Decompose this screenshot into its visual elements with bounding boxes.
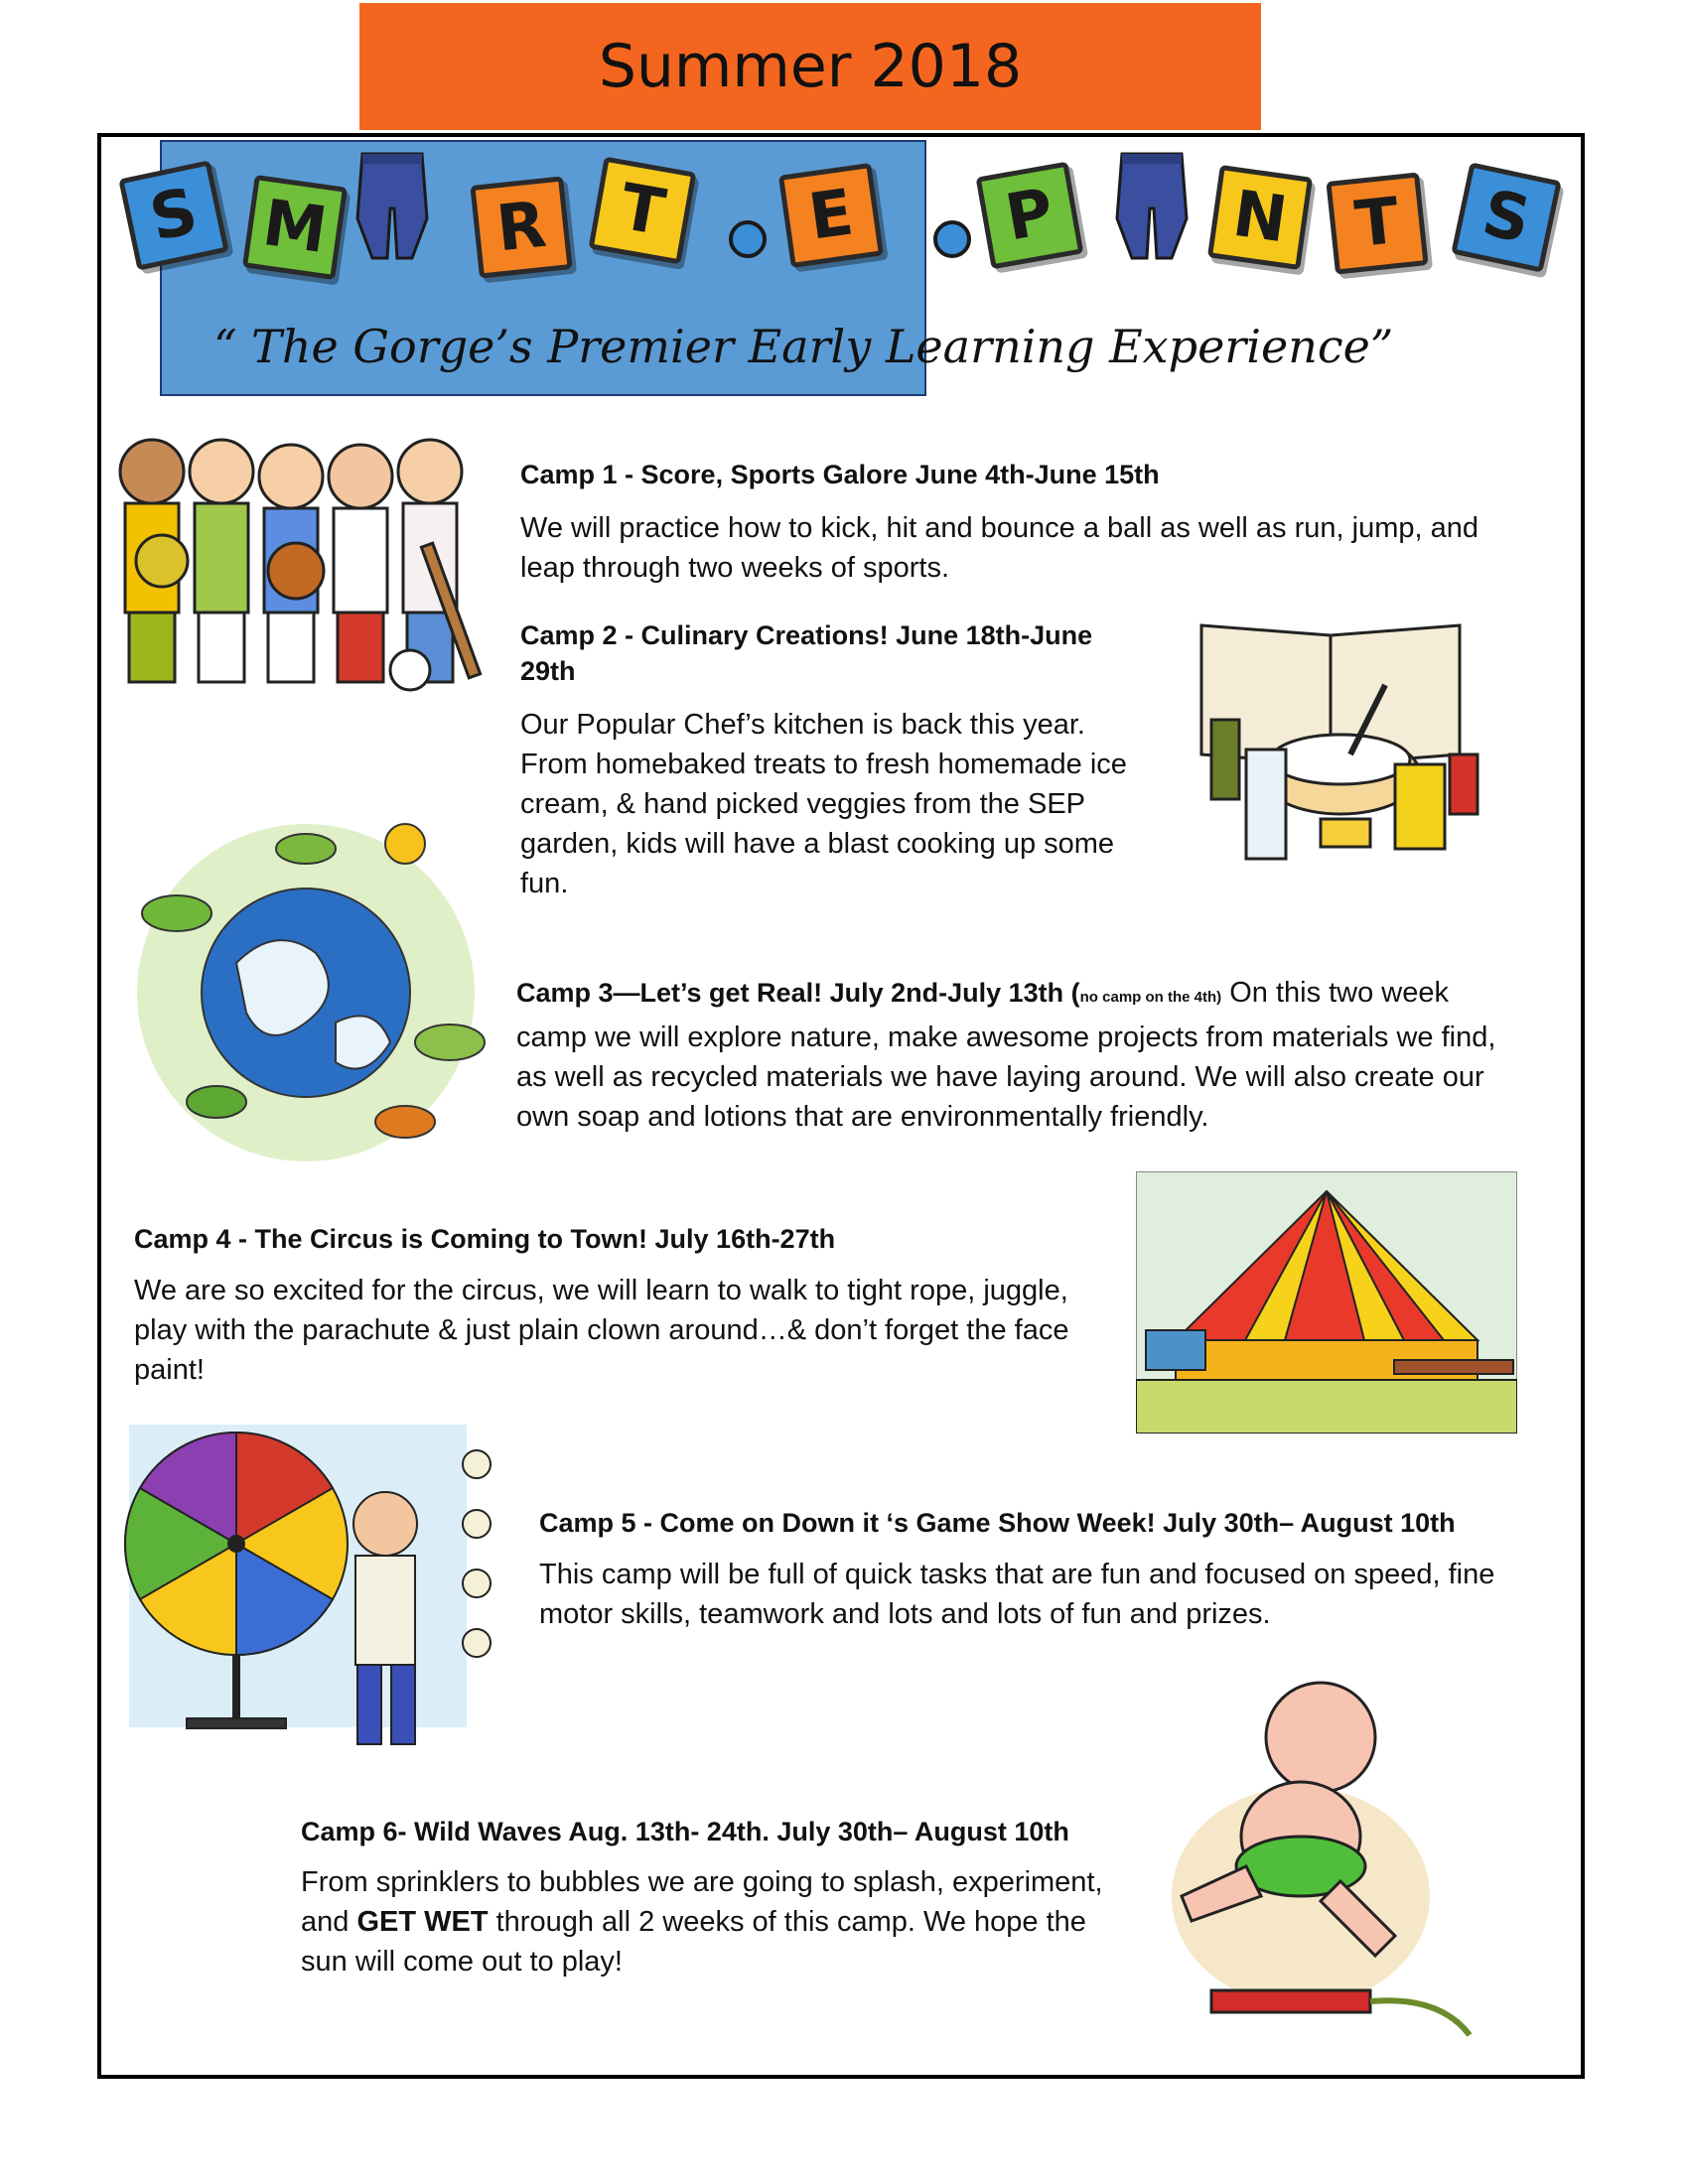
logo-tile-p: P — [976, 162, 1084, 270]
camp6-description-start: From sprinklers to bubbles we are going to splash, experiment, and — [301, 1866, 1103, 1938]
logo-dot — [933, 220, 971, 258]
logo-tile-s: S — [118, 160, 228, 270]
logo-tile-e: E — [778, 163, 884, 268]
camp6-description — [301, 1862, 1115, 1981]
camp6-emphasis: GET WET — [356, 1906, 489, 1938]
camp6-heading: Camp 6- Wild Waves Aug. 13th- 24th. July 30th– August 10th — [301, 1817, 1069, 1846]
circus-illustration — [1136, 1171, 1517, 1433]
camp2-heading: Camp 2 - Culinary Creations! June 18th-June 29th — [520, 620, 1093, 686]
camp3-note: no camp on the 4th) — [1079, 989, 1222, 1006]
logo-tile-m: M — [242, 175, 348, 280]
logo-tile-t2: T — [1326, 172, 1428, 274]
camp5-heading: Camp 5 - Come on Down it ‘s Game Show Week! July 30th– August 10th — [539, 1508, 1456, 1538]
logo-dot — [729, 220, 767, 258]
banner-title: Summer 2018 — [598, 32, 1023, 101]
sprinkler-kid-illustration — [1152, 1668, 1529, 2055]
camp3-text — [516, 973, 1519, 1137]
logo-tile-s2: S — [1451, 162, 1561, 272]
camp4-heading: Camp 4 - The Circus is Coming to Town! July 16th-27th — [134, 1224, 836, 1254]
camp3-heading: Camp 3—Let’s get Real! July 2nd-July 13th ( — [516, 978, 1080, 1008]
game-show-illustration — [107, 1425, 504, 1762]
jeans-icon — [352, 149, 432, 268]
logo-tile-t: T — [589, 157, 697, 265]
earth-nature-illustration — [107, 794, 504, 1181]
jeans-icon — [1112, 149, 1192, 268]
title-banner — [359, 3, 1261, 130]
camp4-description: We are so excited for the circus, we will learn to walk to tight rope, juggle, play with the parachute & just plain clown around…& don’t forget the face paint! — [134, 1275, 1069, 1386]
logo-tile-r: R — [470, 176, 572, 278]
logo-tagline: “ The Gorge’s Premier Early Learning Experience” — [213, 320, 1394, 373]
cooking-illustration — [1172, 606, 1499, 864]
sports-kids-illustration — [107, 422, 514, 710]
camp3-description: On this two week camp we will explore nature, make awesome projects from materials we find, as well as recycled materials we have laying around. We will also create our own soap and lotions that are environmentally friendly. — [516, 977, 1496, 1133]
camp6-description-end: through all 2 weeks of this camp. We hope the sun will come out to play! — [301, 1906, 1086, 1978]
camp1-heading: Camp 1 - Score, Sports Galore June 4th-June 15th — [520, 460, 1160, 489]
logo-tile-n: N — [1207, 165, 1313, 270]
camp5-description: This camp will be full of quick tasks that are fun and focused on speed, fine motor skills, teamwork and lots and lots of fun and prizes. — [539, 1559, 1495, 1630]
camp2-description: Our Popular Chef’s kitchen is back this year. From homebaked treats to fresh homemade ice cream, & hand picked veggies from the SEP garden, kids will have a blast cooking up some fun. — [520, 709, 1127, 899]
camp1-description: We will practice how to kick, hit and bounce a ball as well as run, jump, and leap through two weeks of sports. — [520, 512, 1479, 584]
